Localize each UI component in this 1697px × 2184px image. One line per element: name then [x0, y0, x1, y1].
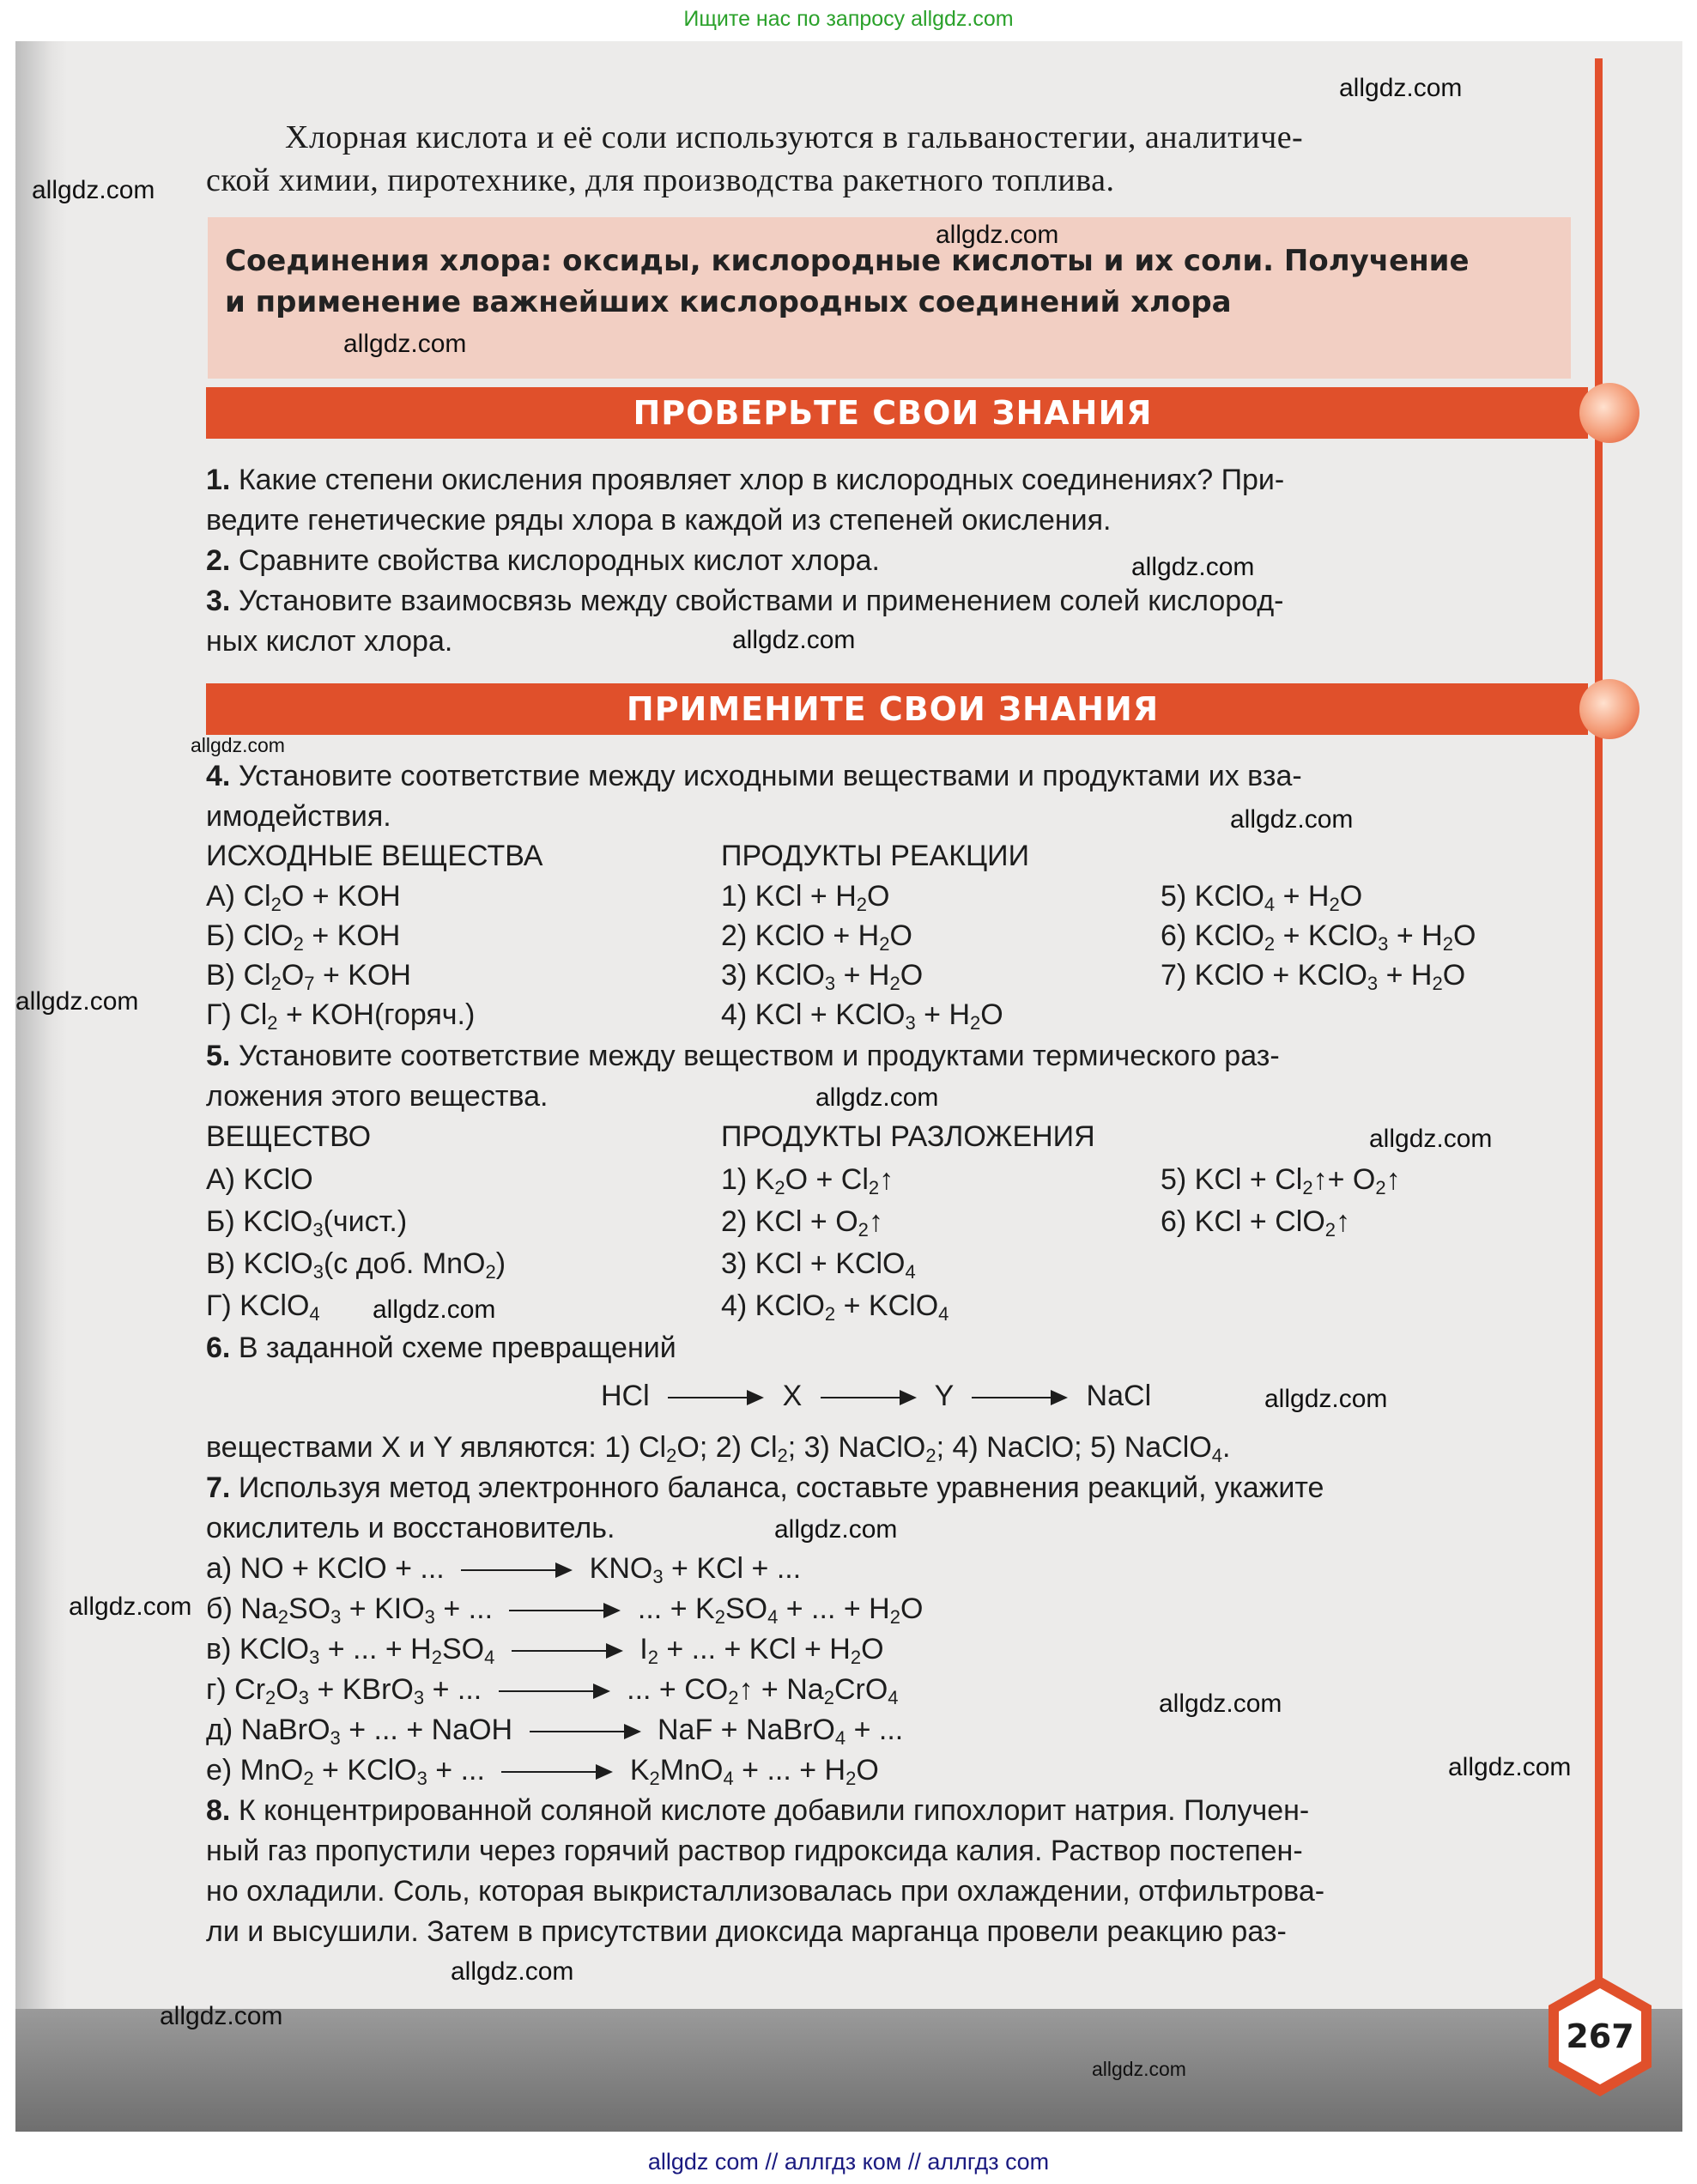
- summary-text: [225, 240, 1564, 323]
- question-1-line-2: ведите генетические ряды хлора в каждой из степеней окисления.: [206, 504, 1112, 537]
- question-5-line-2: ложения этого вещества.: [206, 1080, 548, 1113]
- q4-reactant-b: Б) ClO$_2$ + KOH: [206, 919, 401, 955]
- q5-product-6: 6) KCl + ClO$_2$↑: [1161, 1205, 1351, 1241]
- q5-product-1: 1) $K_2O$ + $Cl_2↑$: [721, 1163, 894, 1198]
- watermark: allgdz.com: [69, 1592, 192, 1621]
- summary-line-1: Соединения хлора: оксиды, кислородные кислоты и их соли. Получение: [225, 244, 1470, 278]
- q5-product-5: 5) KCl + $Cl_2↑+$ $O_2↑$: [1161, 1163, 1401, 1198]
- watermark: allgdz.com: [1230, 805, 1354, 834]
- q7-equation-b: б) $Na_2SO_3 + KIO_3$ + ... ... + $K_2SO_4$ + ... + $H_2O$: [206, 1592, 924, 1628]
- q4-product-4: 4) KCl + KClO$_3$ + $H_2O$: [721, 998, 1003, 1034]
- q5-product-2: 2) KCl + $O_2↑$: [721, 1205, 883, 1241]
- check-knowledge-title: ПРОВЕРЬТЕ СВОИ ЗНАНИЯ: [633, 394, 1153, 432]
- check-knowledge-banner: [206, 387, 1588, 439]
- scheme-nacl: NaCl: [1086, 1380, 1152, 1412]
- apply-knowledge-title: ПРИМЕНИТЕ СВОИ ЗНАНИЯ: [626, 690, 1160, 728]
- question-8-line-2: ный газ пропустили через горячий раствор гидроксида калия. Раствор постепен-: [206, 1835, 1303, 1867]
- q4-product-5: 5) KClO$_4$ + $H_2O$: [1161, 880, 1363, 915]
- watermark: allgdz.com: [1264, 1385, 1388, 1413]
- scheme-hcl: HCl: [601, 1380, 650, 1412]
- intro-line-1: Хлорная кислота и её соли используются в гальваностегии, аналитиче-: [285, 119, 1304, 155]
- q5-substance-d: Г) KClO$_4$: [206, 1289, 320, 1325]
- q7-equation-e: д) NaBrO$_3$ + ... + NaOH NaF + NaBrO$_4$ + ...: [206, 1714, 904, 1749]
- q5-substance-b: Б) KClO$_3$(чист.): [206, 1205, 408, 1241]
- watermark: allgdz.com: [774, 1515, 898, 1544]
- q6-options: веществами X и Y являются: 1) $Cl_2O$; 2) $Cl_2$; 3) NaClO$_2$; 4) NaClO; 5) NaClO$_4$.: [206, 1431, 1231, 1466]
- q4-product-3: 3) KClO$_3$ + $H_2O$: [721, 959, 924, 994]
- watermark: allgdz.com: [1339, 74, 1463, 102]
- watermark: allgdz.com: [1131, 553, 1255, 581]
- arrow-icon: [501, 1757, 613, 1787]
- watermark: allgdz.com: [343, 330, 467, 358]
- arrow-icon: [499, 1677, 610, 1706]
- question-7-line-2: окислитель и восстановитель.: [206, 1512, 615, 1544]
- question-8-line-4: ли и высушили. Затем в присутствии диоксида марганца провели реакцию раз-: [206, 1915, 1287, 1948]
- q5-product-4: 4) KClO$_2$ + KClO$_4$: [721, 1289, 949, 1325]
- question-2: 2. Сравните свойства кислородных кислот хлора.: [206, 544, 880, 577]
- watermark: allgdz.com: [160, 2002, 283, 2030]
- arrow-icon: [512, 1636, 623, 1665]
- question-4-line-1: 4. Установите соответствие между исходными веществами и продуктами их вза-: [206, 760, 1302, 792]
- q4-product-2: 2) KClO + $H_2O$: [721, 919, 912, 955]
- watermark: allgdz.com: [815, 1083, 939, 1112]
- arrow-icon: [461, 1556, 573, 1585]
- scheme-y: Y: [934, 1380, 954, 1412]
- top-banner-text[interactable]: Ищите нас по запросу allgdz.com: [683, 7, 1014, 31]
- banner-ball-decoration: [1579, 383, 1639, 443]
- question-6: 6. В заданной схеме превращений: [206, 1332, 676, 1364]
- apply-knowledge-banner: [206, 683, 1588, 735]
- question-3-line-2: ных кислот хлора.: [206, 625, 453, 658]
- q4-product-7: 7) KClO + KClO$_3$ + $H_2O$: [1161, 959, 1466, 994]
- q4-product-1: 1) KCl + $H_2O$: [721, 880, 890, 915]
- q5-substance-a: А) KClO: [206, 1163, 313, 1196]
- watermark: allgdz.com: [732, 626, 856, 654]
- bottom-banner-text[interactable]: allgdz com // аллгдз ком // аллгдз com: [647, 2149, 1050, 2175]
- summary-line-2: и применение важнейших кислородных соединений хлора: [225, 285, 1232, 319]
- question-8-line-1: 8. К концентрированной соляной кислоте добавили гипохлорит натрия. Получен-: [206, 1794, 1310, 1827]
- watermark: allgdz.com: [936, 221, 1059, 249]
- arrow-icon: [668, 1383, 764, 1412]
- arrow-icon: [821, 1383, 917, 1412]
- watermark: allgdz.com: [1092, 2058, 1186, 2080]
- watermark: allgdz.com: [373, 1295, 496, 1324]
- q5-column-header-products: ПРОДУКТЫ РАЗЛОЖЕНИЯ: [721, 1120, 1095, 1153]
- q6-transformation-scheme: [601, 1380, 1151, 1412]
- arrow-icon: [509, 1596, 621, 1625]
- top-banner[interactable]: [0, 0, 1697, 41]
- watermark: allgdz.com: [451, 1957, 574, 1986]
- question-4-line-2: имодействия.: [206, 800, 391, 833]
- watermark: allgdz.com: [15, 987, 139, 1016]
- q7-equation-a: а) NO + KClO + ... $KNO_3$ + KCl + ...: [206, 1552, 802, 1587]
- page-number: 267: [1566, 2017, 1634, 2055]
- question-5-line-1: 5. Установите соответствие между веществом и продуктами термического раз-: [206, 1040, 1280, 1072]
- bottom-banner[interactable]: [0, 2139, 1697, 2184]
- q4-reactant-a: А) $Cl_2O$ + KOH: [206, 880, 401, 915]
- q4-column-header-reactants: ИСХОДНЫЕ ВЕЩЕСТВА: [206, 840, 543, 872]
- red-margin-line: [1595, 58, 1603, 2067]
- q7-equation-c: в) KClO$_3$ + ... + $H_2SO_4$ $I_2$ + ... + KCl + $H_2O$: [206, 1633, 884, 1668]
- q4-product-6: 6) KClO$_2$ + KClO$_3$ + $H_2O$: [1161, 919, 1476, 955]
- q4-reactant-c: В) $Cl_2O_7$ + KOH: [206, 959, 411, 994]
- watermark: allgdz.com: [1448, 1753, 1572, 1781]
- q7-equation-f: е) MnO$_2$ + KClO$_3$ + ... $K_2MnO_4$ + ... + $H_2O$: [206, 1754, 879, 1789]
- watermark: allgdz.com: [1369, 1125, 1493, 1153]
- arrow-icon: [972, 1383, 1068, 1412]
- scheme-x: X: [782, 1380, 803, 1412]
- question-3-line-1: 3. Установите взаимосвязь между свойствами и применением солей кислород-: [206, 585, 1284, 617]
- q4-column-header-products: ПРОДУКТЫ РЕАКЦИИ: [721, 840, 1030, 872]
- intro-line-2: ской химии, пиротехнике, для производства ракетного топлива.: [206, 162, 1115, 198]
- q4-reactant-d: Г) $Cl_2$ + KOH(горяч.): [206, 998, 476, 1034]
- q5-column-header-substance: ВЕЩЕСТВО: [206, 1120, 372, 1153]
- watermark: allgdz.com: [1159, 1690, 1282, 1718]
- watermark: allgdz.com: [191, 734, 285, 756]
- q5-substance-c: В) KClO$_3$(с доб. MnO$_2$): [206, 1247, 506, 1283]
- question-1-line-1: 1. Какие степени окисления проявляет хлор в кислородных соединениях? При-: [206, 464, 1285, 496]
- question-7-line-1: 7. Используя метод электронного баланса, составьте уравнения реакций, укажите: [206, 1471, 1324, 1504]
- banner-ball-decoration: [1579, 679, 1639, 739]
- page-number-badge: [1543, 1973, 1657, 2100]
- q5-product-3: 3) KCl + KClO$_4$: [721, 1247, 916, 1283]
- q7-equation-d: г) $Cr_2O_3$ + KBrO$_3$ + ... ... + $CO_2↑ + Na_2CrO_4$: [206, 1673, 899, 1708]
- question-8-line-3: но охладили. Соль, которая выкристаллизовалась при охлаждении, отфильтрова-: [206, 1875, 1325, 1908]
- page-binding-shadow: [15, 41, 67, 2132]
- arrow-icon: [530, 1717, 641, 1746]
- watermark: allgdz.com: [32, 176, 155, 204]
